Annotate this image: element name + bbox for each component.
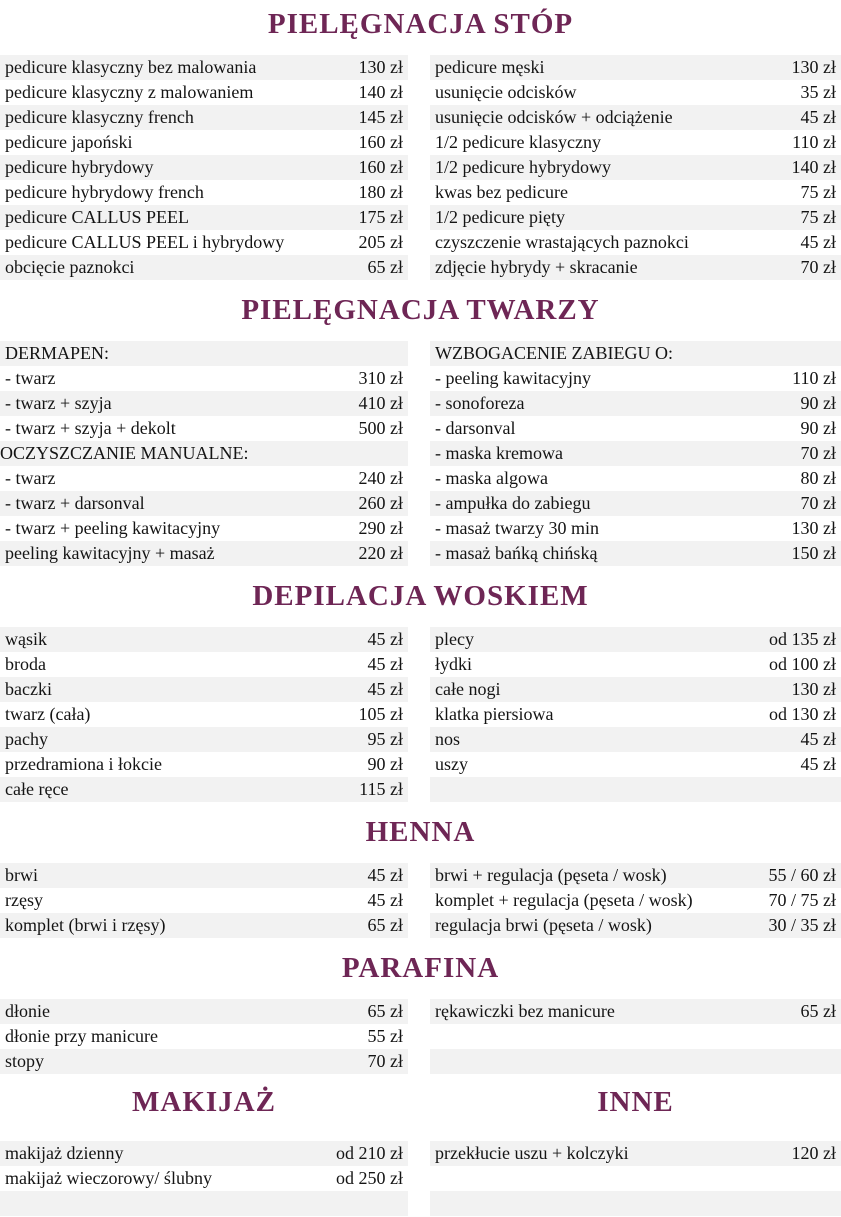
service-label: baczki	[5, 679, 52, 699]
price-row	[430, 913, 841, 938]
price-row	[430, 255, 841, 280]
price-row	[0, 205, 408, 230]
service-label: twarz (cała)	[5, 704, 91, 724]
service-label: brwi + regulacja (pęseta / wosk)	[435, 865, 667, 885]
price-column-right	[430, 627, 841, 802]
service-price: 45 zł	[367, 629, 403, 649]
service-label: łydki	[435, 654, 473, 674]
price-row	[0, 1024, 408, 1049]
service-price: 175 zł	[358, 207, 403, 227]
price-row-empty	[0, 1191, 408, 1216]
price-row-header	[0, 441, 408, 466]
section-makijaz	[0, 1074, 408, 1216]
price-rows	[430, 627, 841, 802]
price-column-left	[0, 863, 408, 938]
service-label: pachy	[5, 729, 48, 749]
service-price: od 130 zł	[769, 704, 836, 724]
service-label: pedicure klasyczny z malowaniem	[5, 82, 254, 102]
service-price: 45 zł	[367, 890, 403, 910]
service-price: 500 zł	[358, 418, 403, 438]
service-label: plecy	[435, 629, 474, 649]
section-title: PARAFINA	[341, 952, 500, 984]
service-label: - peeling kawitacyjny	[435, 368, 591, 388]
service-price: 205 zł	[358, 232, 403, 252]
price-column-left	[0, 999, 408, 1074]
service-label: pedicure CALLUS PEEL	[5, 207, 189, 227]
service-label: 1/2 pedicure pięty	[435, 207, 565, 227]
price-row	[430, 652, 841, 677]
service-price: 45 zł	[800, 754, 836, 774]
service-label: całe nogi	[435, 679, 501, 699]
service-label: - masaż bańką chińską	[435, 543, 598, 563]
service-label: - twarz + darsonval	[5, 493, 145, 513]
section-columns	[0, 863, 841, 938]
service-price: 410 zł	[358, 393, 403, 413]
service-price: 90 zł	[367, 754, 403, 774]
service-label: komplet (brwi i rzęsy)	[5, 915, 166, 935]
service-label: - twarz	[5, 368, 56, 388]
service-label: regulacja brwi (pęseta / wosk)	[435, 915, 652, 935]
service-price: 130 zł	[791, 57, 836, 77]
price-row	[0, 180, 408, 205]
price-rows	[430, 1141, 841, 1216]
service-price: 105 zł	[358, 704, 403, 724]
service-label: uszy	[435, 754, 468, 774]
service-price: od 210 zł	[336, 1143, 403, 1163]
price-row	[0, 727, 408, 752]
service-label: - masaż twarzy 30 min	[435, 518, 599, 538]
price-row	[430, 727, 841, 752]
price-row-header	[430, 341, 841, 366]
service-price: od 250 zł	[336, 1168, 403, 1188]
service-price: 145 zł	[358, 107, 403, 127]
section-makijaz-inne	[0, 1074, 841, 1216]
service-price: 70 zł	[367, 1051, 403, 1071]
price-row	[0, 677, 408, 702]
service-label: pedicure klasyczny bez malowania	[5, 57, 257, 77]
price-row	[0, 130, 408, 155]
service-label: rękawiczki bez manicure	[435, 1001, 615, 1021]
price-row-header	[0, 341, 408, 366]
service-price: 150 zł	[791, 543, 836, 563]
price-row	[430, 702, 841, 727]
service-label: broda	[5, 654, 46, 674]
price-row	[0, 516, 408, 541]
service-label: makijaż wieczorowy/ ślubny	[5, 1168, 212, 1188]
price-row	[0, 541, 408, 566]
section-columns	[0, 1074, 841, 1216]
price-column-right	[430, 863, 841, 938]
price-row	[0, 1049, 408, 1074]
service-label: usunięcie odcisków	[435, 82, 577, 102]
price-row	[0, 752, 408, 777]
price-row	[430, 466, 841, 491]
service-price: 240 zł	[358, 468, 403, 488]
service-label: brwi	[5, 865, 38, 885]
service-price: 65 zł	[367, 257, 403, 277]
price-row	[0, 1141, 408, 1166]
price-row	[0, 230, 408, 255]
service-label: całe ręce	[5, 779, 69, 799]
price-row	[430, 516, 841, 541]
section-columns	[0, 341, 841, 566]
service-price: 120 zł	[791, 1143, 836, 1163]
service-label: 1/2 pedicure hybrydowy	[435, 157, 611, 177]
service-price: od 100 zł	[769, 654, 836, 674]
section-pielegnacja-stop	[0, 8, 841, 280]
price-rows	[430, 341, 841, 566]
price-row	[0, 466, 408, 491]
price-row	[430, 1141, 841, 1166]
service-price: 310 zł	[358, 368, 403, 388]
price-row	[430, 888, 841, 913]
price-row	[430, 391, 841, 416]
service-price: 140 zł	[358, 82, 403, 102]
section-title: DEPILACJA WOSKIEM	[252, 580, 589, 612]
price-row	[0, 1166, 408, 1191]
service-price: 160 zł	[358, 157, 403, 177]
service-label: rzęsy	[5, 890, 43, 910]
service-label: - maska kremowa	[435, 443, 563, 463]
price-row	[430, 180, 841, 205]
price-column-right	[430, 999, 841, 1074]
service-label: klatka piersiowa	[435, 704, 554, 724]
price-row	[430, 999, 841, 1024]
service-label: dłonie	[5, 1001, 50, 1021]
service-label: - twarz + peeling kawitacyjny	[5, 518, 221, 538]
price-row	[0, 391, 408, 416]
price-row	[0, 863, 408, 888]
price-column-right	[430, 341, 841, 566]
price-row	[0, 888, 408, 913]
service-price: 70 / 75 zł	[768, 890, 836, 910]
service-label: - twarz + szyja + dekolt	[5, 418, 176, 438]
service-price: 90 zł	[800, 393, 836, 413]
section-title: INNE	[597, 1086, 674, 1118]
price-row	[0, 55, 408, 80]
price-row-empty	[430, 1049, 841, 1074]
service-label: usunięcie odcisków + odciążenie	[435, 107, 673, 127]
price-row	[0, 702, 408, 727]
service-price: 65 zł	[367, 1001, 403, 1021]
service-price: 115 zł	[359, 779, 403, 799]
service-price: 260 zł	[358, 493, 403, 513]
service-label: obcięcie paznokci	[5, 257, 135, 277]
service-price: 95 zł	[367, 729, 403, 749]
price-column-left	[0, 55, 408, 280]
price-rows	[0, 627, 408, 802]
service-price: 130 zł	[358, 57, 403, 77]
section-title: HENNA	[365, 816, 476, 848]
service-label: pedicure japoński	[5, 132, 133, 152]
price-row	[430, 416, 841, 441]
service-label: pedicure klasyczny french	[5, 107, 194, 127]
service-price: 65 zł	[367, 915, 403, 935]
service-price: 75 zł	[800, 207, 836, 227]
service-label: stopy	[5, 1051, 45, 1071]
price-column-right	[430, 55, 841, 280]
service-label: wąsik	[5, 629, 47, 649]
service-price: 110 zł	[792, 132, 836, 152]
section-columns	[0, 999, 841, 1074]
price-rows	[430, 863, 841, 938]
price-column-left	[0, 627, 408, 802]
service-price: 45 zł	[800, 232, 836, 252]
service-price: 45 zł	[800, 107, 836, 127]
price-row	[430, 366, 841, 391]
price-row	[0, 652, 408, 677]
service-label: - ampułka do zabiegu	[435, 493, 591, 513]
section-title: PIELĘGNACJA TWARZY	[241, 294, 600, 326]
service-price: 55 zł	[367, 1026, 403, 1046]
service-price: 70 zł	[800, 493, 836, 513]
service-price: 140 zł	[791, 157, 836, 177]
price-row	[0, 366, 408, 391]
service-label: pedicure CALLUS PEEL i hybrydowy	[5, 232, 285, 252]
price-rows	[430, 999, 841, 1074]
price-row	[430, 677, 841, 702]
price-row	[0, 777, 408, 802]
service-label: przedramiona i łokcie	[5, 754, 162, 774]
service-price: 180 zł	[358, 182, 403, 202]
price-row-empty	[430, 1024, 841, 1049]
section-henna	[0, 816, 841, 938]
service-price: 220 zł	[358, 543, 403, 563]
service-label: zdjęcie hybrydy + skracanie	[435, 257, 638, 277]
price-rows	[0, 999, 408, 1074]
price-rows	[0, 863, 408, 938]
section-pielegnacja-twarzy	[0, 294, 841, 566]
service-label: 1/2 pedicure klasyczny	[435, 132, 601, 152]
price-row	[430, 80, 841, 105]
price-row	[0, 416, 408, 441]
service-price: od 135 zł	[769, 629, 836, 649]
price-row-empty	[430, 777, 841, 802]
price-row	[0, 627, 408, 652]
service-price: 35 zł	[800, 82, 836, 102]
section-parafina	[0, 952, 841, 1074]
service-label: pedicure hybrydowy	[5, 157, 154, 177]
price-rows	[0, 341, 408, 566]
price-row	[430, 441, 841, 466]
price-row	[0, 80, 408, 105]
price-row-empty	[430, 1191, 841, 1216]
service-price: 110 zł	[792, 368, 836, 388]
service-label: komplet + regulacja (pęseta / wosk)	[435, 890, 693, 910]
section-title: PIELĘGNACJA STÓP	[267, 8, 574, 40]
price-row	[430, 541, 841, 566]
service-price: 45 zł	[367, 654, 403, 674]
price-row	[0, 105, 408, 130]
service-label: - sonoforeza	[435, 393, 525, 413]
price-row	[430, 155, 841, 180]
service-label: pedicure męski	[435, 57, 545, 77]
service-price: 70 zł	[800, 257, 836, 277]
service-label: WZBOGACENIE ZABIEGU O:	[435, 343, 673, 363]
price-row	[430, 205, 841, 230]
price-row	[0, 255, 408, 280]
price-rows	[0, 55, 408, 280]
price-rows	[0, 1141, 408, 1216]
service-label: nos	[435, 729, 461, 749]
price-row	[0, 999, 408, 1024]
service-label: - twarz	[5, 468, 56, 488]
service-label: pedicure hybrydowy french	[5, 182, 204, 202]
service-label: dłonie przy manicure	[5, 1026, 158, 1046]
service-price: 45 zł	[800, 729, 836, 749]
price-row	[430, 752, 841, 777]
price-row	[0, 491, 408, 516]
service-label: czyszczenie wrastających paznokci	[435, 232, 689, 252]
price-row	[430, 863, 841, 888]
price-row-empty	[430, 1166, 841, 1191]
service-label: - maska algowa	[435, 468, 548, 488]
service-price: 80 zł	[800, 468, 836, 488]
service-price: 90 zł	[800, 418, 836, 438]
service-price: 30 / 35 zł	[768, 915, 836, 935]
service-price: 160 zł	[358, 132, 403, 152]
service-price: 75 zł	[800, 182, 836, 202]
section-inne	[430, 1074, 841, 1216]
service-price: 130 zł	[791, 679, 836, 699]
price-row	[430, 627, 841, 652]
service-label: OCZYSZCZANIE MANUALNE:	[0, 443, 249, 463]
service-label: - darsonval	[435, 418, 516, 438]
service-price: 70 zł	[800, 443, 836, 463]
service-price: 45 zł	[367, 679, 403, 699]
service-price: 45 zł	[367, 865, 403, 885]
service-label: kwas bez pedicure	[435, 182, 568, 202]
price-row	[0, 913, 408, 938]
service-label: peeling kawitacyjny + masaż	[5, 543, 215, 563]
service-price: 65 zł	[800, 1001, 836, 1021]
price-row	[430, 130, 841, 155]
price-column-left	[0, 341, 408, 566]
service-label: przekłucie uszu + kolczyki	[435, 1143, 629, 1163]
price-row	[430, 491, 841, 516]
price-row	[430, 55, 841, 80]
price-rows	[430, 55, 841, 280]
price-row	[430, 105, 841, 130]
service-label: - twarz + szyja	[5, 393, 112, 413]
service-label: makijaż dzienny	[5, 1143, 124, 1163]
price-row	[0, 155, 408, 180]
service-price: 55 / 60 zł	[768, 865, 836, 885]
section-columns	[0, 627, 841, 802]
section-depilacja-woskiem	[0, 580, 841, 802]
price-row	[430, 230, 841, 255]
service-price: 290 zł	[358, 518, 403, 538]
section-title: MAKIJAŻ	[132, 1086, 276, 1118]
service-label: DERMAPEN:	[5, 343, 110, 363]
section-columns	[0, 55, 841, 280]
service-price: 130 zł	[791, 518, 836, 538]
